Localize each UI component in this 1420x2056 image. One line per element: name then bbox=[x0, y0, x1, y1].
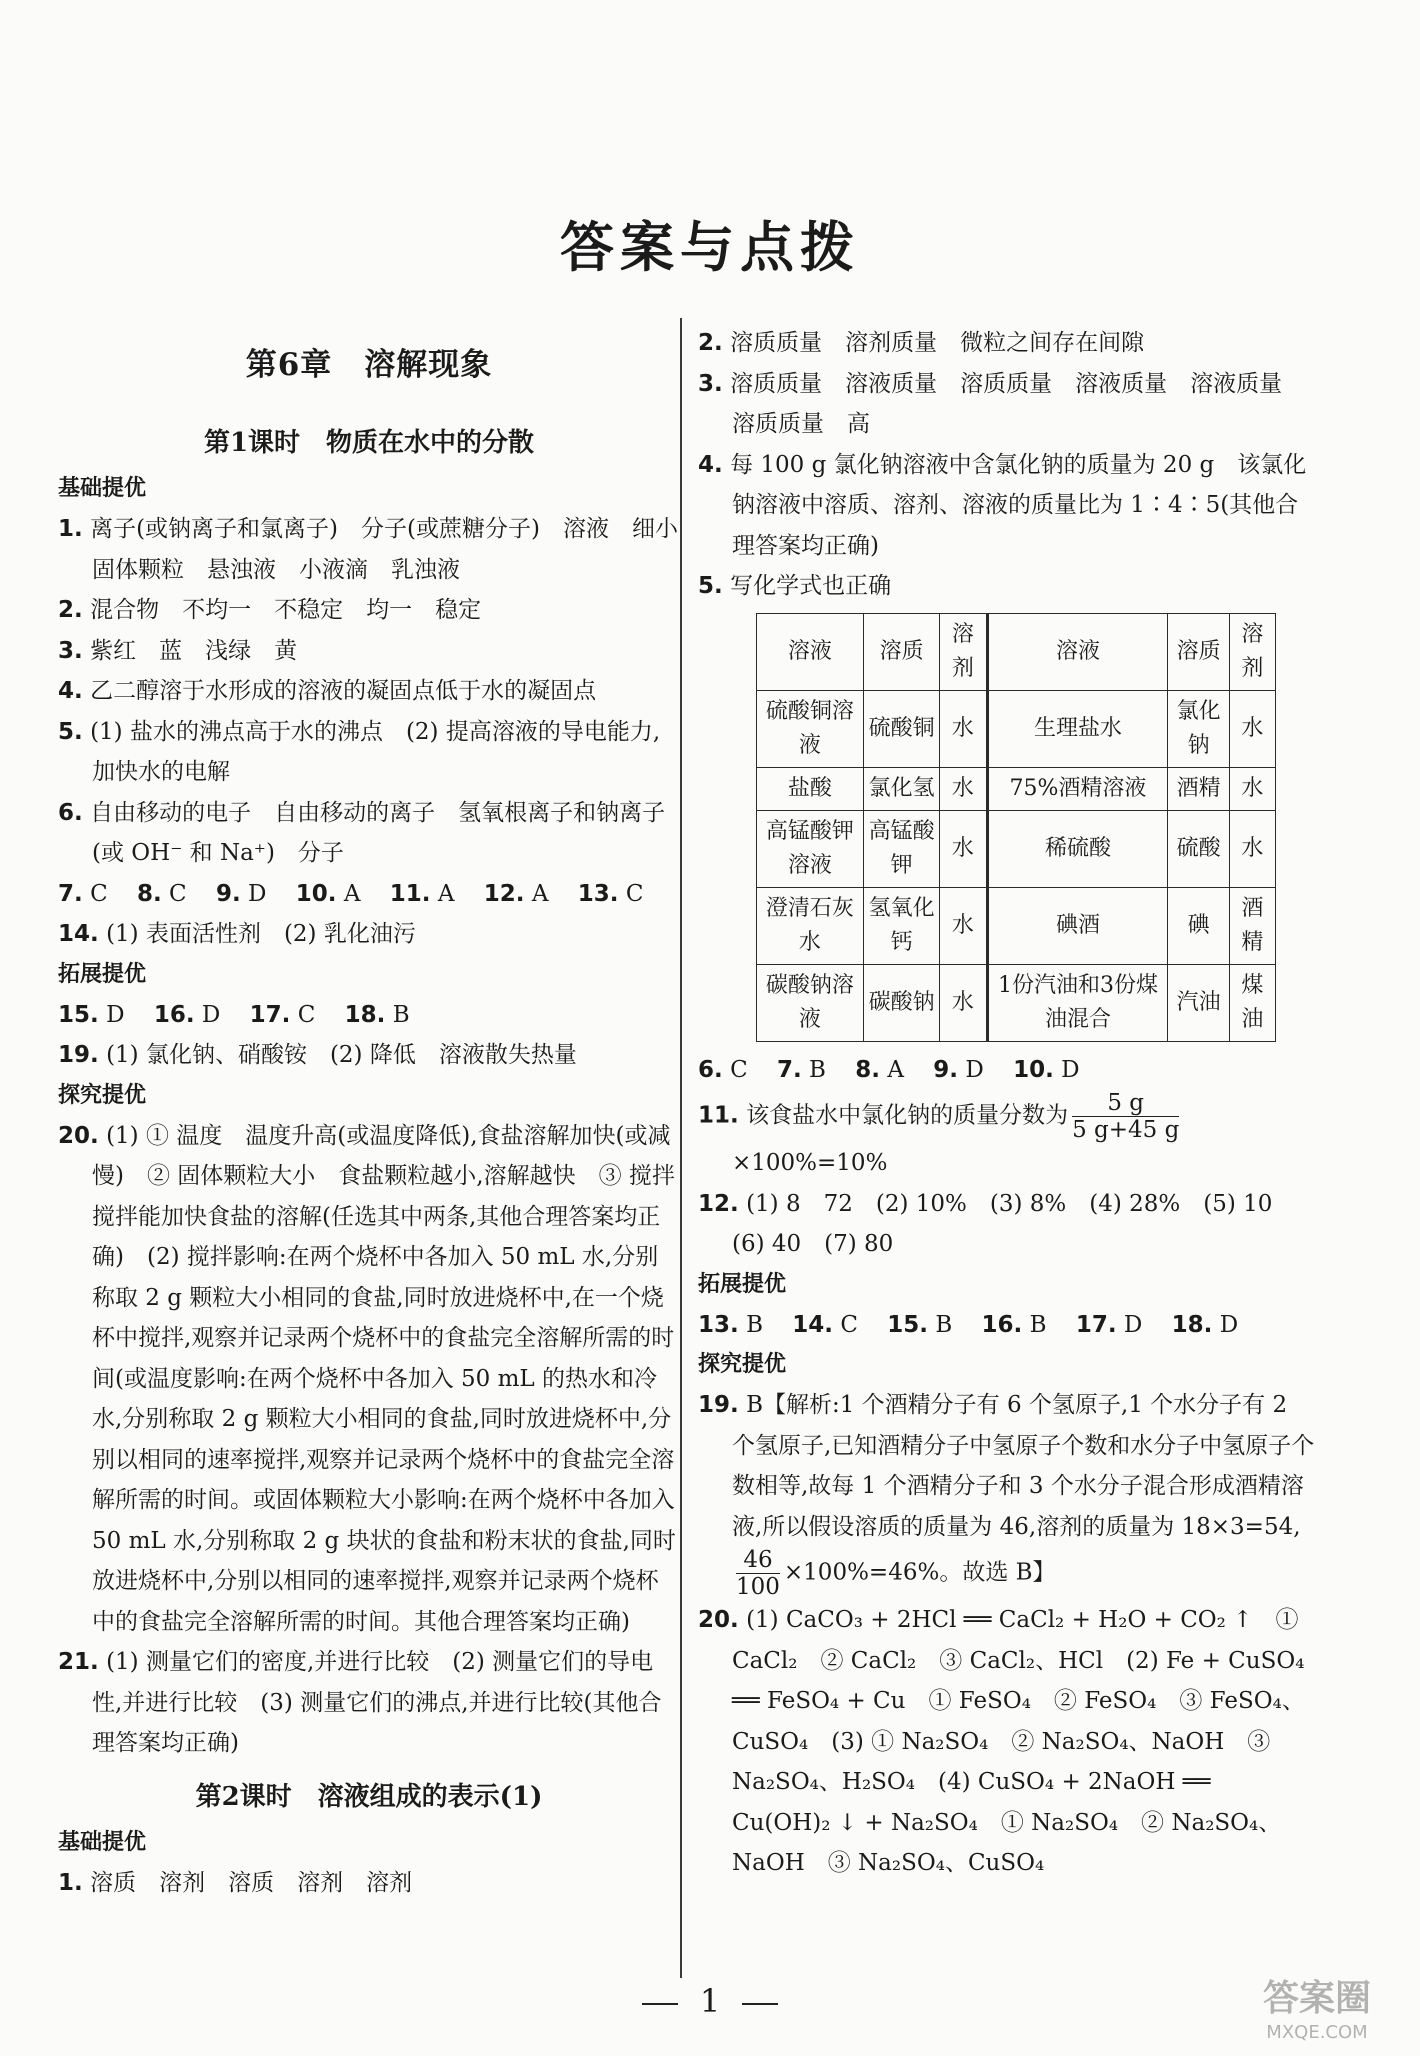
table-cell: 碳酸钠溶液 bbox=[757, 964, 864, 1041]
section-heading: 拓展提优 bbox=[698, 1271, 787, 1297]
table-header: 溶液 bbox=[987, 613, 1168, 690]
table-cell: 氯化钠 bbox=[1168, 690, 1229, 767]
table-cell: 水 bbox=[1229, 690, 1275, 767]
table-header: 溶剂 bbox=[1229, 613, 1275, 690]
table-cell: 1份汽油和3份煤油混合 bbox=[987, 964, 1168, 1041]
answer-item: 5. (1) 盐水的沸点高于水的沸点 (2) 提高溶液的导电能力,加快水的电解 bbox=[58, 718, 661, 785]
lesson-heading: 第2课时 溶液组成的表示(1) bbox=[195, 1781, 543, 1812]
page-number: 1 bbox=[0, 1982, 1420, 2020]
section-heading: 基础提优 bbox=[58, 1829, 147, 1855]
svg-text:MXQE.COM: MXQE.COM bbox=[1266, 2022, 1368, 2043]
answer-item: 19. B【解析:1 个酒精分子有 6 个氢原子,1 个水分子有 2 个氢原子,已知酒精分子中氢原子个数和水分子中氢原子个数相等,故每 1 个酒精分子和 3 个水分子混合形成酒精溶液,所以假设溶质的质量为 46,溶剂的质量为 18×3=54, $\frac{46}{100}$ ×100%=46%。故选 B】 bbox=[698, 1392, 1315, 1600]
answer-item: 20. (1) ① 温度 温度升高(或温度降低),食盐溶解加快(或减慢) ② 固体颗粒大小 食盐颗粒越小,溶解越快 ③ 搅拌 搅拌能加快食盐的溶解(任选其中两条,其他合理答案均正确) (2) 搅拌影响:在两个烧杯中各加入 50 mL 水,分别称取 2 g 颗粒大小相同的食盐,同时放进烧杯中,在一个烧杯中搅拌,观察并记录两个烧杯中的食盐完全溶解所需的时间(或温度影响:在两个烧杯中各加入 50 mL 的热水和冷水,分别称取 2 g 颗粒大小相同的食盐,同时放进烧杯中,分别以相同的速率搅拌,观察并记录两个烧杯中的食盐完全溶解所需的时间。或固体颗粒大小影响:在两个烧杯中各加入 50 mL 水,分别称取 2 g 块状的食盐和粉末状的食盐,同时放进烧杯中,分别以相同的速率搅拌,观察并记录两个烧杯中的食盐完全溶解所需的时间。其他合理答案均正确) bbox=[58, 1122, 698, 1635]
chapter-heading: 第6章 溶解现象 bbox=[245, 347, 493, 383]
answer-item: 20. (1) CaCO₃ + 2HCl ══ CaCl₂ + H₂O + CO₂ ↑ ① CaCl₂ ② CaCl₂ ③ CaCl₂、HCl (2) Fe + CuSO₄ ══ FeSO₄ + Cu ① FeSO₄ ② FeSO₄ ③ FeSO₄、CuSO₄ (3) ① Na₂SO₄ ② Na₂SO₄、NaOH ③ Na₂SO₄、H₂SO₄ (4) CuSO₄ + 2NaOH ══ Cu(OH)₂ ↓ + Na₂SO₄ ① Na₂SO₄ ② Na₂SO₄、NaOH ③ Na₂SO₄、CuSO₄ bbox=[698, 1607, 1305, 1876]
table-cell: 水 bbox=[940, 767, 987, 810]
table-cell: 碘酒 bbox=[987, 887, 1168, 964]
table-cell: 汽油 bbox=[1168, 964, 1229, 1041]
table-cell: 水 bbox=[1229, 767, 1275, 810]
table-header: 溶液 bbox=[757, 613, 864, 690]
table-cell: 稀硫酸 bbox=[987, 810, 1168, 887]
page-title: 答案与点拨 bbox=[560, 215, 860, 279]
table-cell: 澄清石灰水 bbox=[757, 887, 864, 964]
section-heading: 拓展提优 bbox=[58, 961, 147, 987]
table-cell: 硫酸铜溶液 bbox=[757, 690, 864, 767]
right-column bbox=[698, 323, 1316, 1884]
answer-item: 6. 自由移动的电子 自由移动的离子 氢氧根离子和钠离子(或 OH⁻ 和 Na⁺) 分子 bbox=[58, 799, 666, 866]
table-cell: 生理盐水 bbox=[987, 690, 1168, 767]
answer-item: 2. 溶质质量 溶剂质量 微粒之间存在间隙 bbox=[698, 330, 1145, 356]
answer-item: 3. 溶质质量 溶液质量 溶质质量 溶液质量 溶液质量 溶质质量 高 bbox=[698, 370, 1306, 437]
table-cell: 水 bbox=[940, 690, 987, 767]
table-row bbox=[757, 690, 1276, 767]
multiple-choice-row: 15. D 16. D 17. C 18. B bbox=[58, 1001, 410, 1028]
watermark-logo bbox=[1232, 1970, 1402, 2046]
lesson-heading: 第1课时 物质在水中的分散 bbox=[203, 428, 535, 458]
table-row bbox=[757, 767, 1276, 810]
answer-item: 12. (1) 8 72 (2) 10% (3) 8% (4) 28% (5) 10 (6) 40 (7) 80 bbox=[698, 1190, 1296, 1257]
answer-item: 5. 写化学式也正确 bbox=[698, 573, 892, 599]
table-cell: 酒精 bbox=[1168, 767, 1229, 810]
section-heading: 探究提优 bbox=[698, 1352, 787, 1377]
answer-item: 4. 每 100 g 氯化钠溶液中含氯化钠的质量为 20 g 该氯化钠溶液中溶质、溶剂、溶液的质量比为 1∶4∶5(其他合理答案均正确) bbox=[698, 451, 1307, 559]
left-column bbox=[58, 335, 698, 1903]
table-cell: 煤油 bbox=[1229, 964, 1275, 1041]
multiple-choice-row: 7. C 8. C 9. D 10. A 11. A 12. A 13. C bbox=[58, 880, 644, 907]
answer-item: 2. 混合物 不均一 不稳定 均一 稳定 bbox=[58, 597, 482, 623]
table-cell: 水 bbox=[1229, 810, 1275, 887]
column-divider bbox=[680, 318, 682, 1978]
table-cell: 高锰酸钾溶液 bbox=[757, 810, 864, 887]
table-cell: 碳酸钠 bbox=[863, 964, 940, 1041]
section-heading: 基础提优 bbox=[58, 476, 147, 501]
multiple-choice-row: 6. C 7. B 8. A 9. D 10. D bbox=[698, 1056, 1080, 1083]
table-header: 溶剂 bbox=[940, 613, 987, 690]
table-row bbox=[757, 887, 1276, 964]
table-cell: 硫酸铜 bbox=[863, 690, 940, 767]
table-cell: 氢氧化钙 bbox=[863, 887, 940, 964]
table-row bbox=[757, 964, 1276, 1041]
table-cell: 高锰酸钾 bbox=[863, 810, 940, 887]
table-cell: 酒精 bbox=[1229, 887, 1275, 964]
table-header-row bbox=[757, 613, 1276, 690]
table-header: 溶质 bbox=[863, 613, 940, 690]
fraction: $\frac{46}{100}$ bbox=[736, 1547, 780, 1600]
dash bbox=[742, 2003, 778, 2005]
svg-text:答案圈: 答案圈 bbox=[1262, 1978, 1372, 2019]
answer-item: 19. (1) 氯化钠、硝酸铵 (2) 降低 溶液散失热量 bbox=[58, 1042, 577, 1068]
table-cell: 水 bbox=[940, 964, 987, 1041]
answer-item: 11. 该食盐水中氯化钠的质量分数为 $\frac{5 g}{5 g+45 g}$ ×100%=10% bbox=[698, 1090, 1180, 1176]
table-cell: 硫酸 bbox=[1168, 810, 1229, 887]
table-row bbox=[757, 810, 1276, 887]
multiple-choice-row: 13. B 14. C 15. B 16. B 17. D 18. D bbox=[698, 1311, 1239, 1338]
solution-table bbox=[756, 613, 1276, 1042]
answer-item: 21. (1) 测量它们的密度,并进行比较 (2) 测量它们的导电性,并进行比较 (3) 测量它们的沸点,并进行比较(其他合理答案均正确) bbox=[58, 1649, 662, 1756]
answer-item: 4. 乙二醇溶于水形成的溶液的凝固点低于水的凝固点 bbox=[58, 678, 597, 704]
table-cell: 水 bbox=[940, 887, 987, 964]
table-header: 溶质 bbox=[1168, 613, 1229, 690]
table-cell: 氯化氢 bbox=[863, 767, 940, 810]
answer-item: 14. (1) 表面活性剂 (2) 乳化油污 bbox=[58, 921, 416, 947]
table-cell: 碘 bbox=[1168, 887, 1229, 964]
dash bbox=[642, 2003, 678, 2005]
answer-item: 1. 离子(或钠离子和氯离子) 分子(或蔗糖分子) 溶液 细小固体颗粒 悬浊液 小液滴 乳浊液 bbox=[58, 516, 678, 583]
table-cell: 盐酸 bbox=[757, 767, 864, 810]
section-heading: 探究提优 bbox=[58, 1082, 147, 1108]
answer-item: 1. 溶质 溶剂 溶质 溶剂 溶剂 bbox=[58, 1869, 413, 1896]
answer-item: 3. 紫红 蓝 浅绿 黄 bbox=[58, 637, 298, 664]
table-cell: 75%酒精溶液 bbox=[987, 767, 1168, 810]
table-cell: 水 bbox=[940, 810, 987, 887]
fraction: $\frac{5 g}{5 g+45 g}$ bbox=[1072, 1090, 1180, 1143]
